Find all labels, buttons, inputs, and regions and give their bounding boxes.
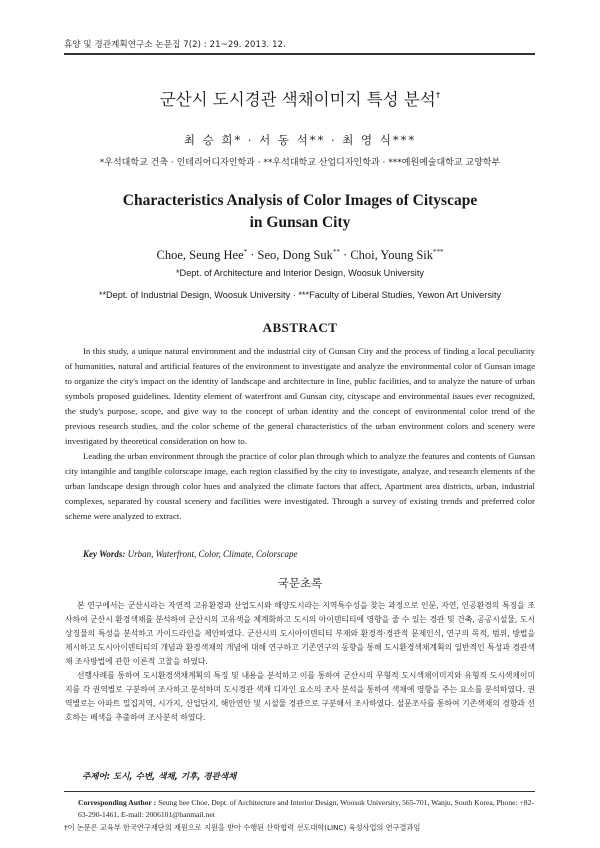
korean-authors: 최 승 희* · 서 동 석** · 최 영 식*** xyxy=(183,133,417,147)
keywords-line xyxy=(83,549,298,559)
korean-affiliations: *우석대학교 건축 · 인테리어디자인학과 · **우석대학교 산업디자인학과 · ***예원예술대학교 교양학부 xyxy=(99,158,501,168)
abstract-body xyxy=(65,344,535,524)
author-3-mark: *** xyxy=(433,248,444,256)
author-1: Choe, Seung Hee xyxy=(156,248,244,262)
corresponding-label: Corresponding Author : xyxy=(78,798,157,807)
korean-title-text: 군산시 도시경관 색채이미지 특성 분석 xyxy=(159,90,436,109)
keywords-label: Key Words: xyxy=(83,549,126,559)
abstract-paragraph: Leading the urban environment through the practice of color plan through which to analyze the features and contents of Gunsan city intangible and tangible colorscape image, each region classified by the city to investigate, analyze, and research elements of the urban landscape design through color hues and analyzed the climate factors that affect, Apartment area districts, urban, industrial complexes, separated by coustal scenery and facilities were investigated. Through a survey of existing trends and preferred color scheme were analyzed to extract. xyxy=(65,451,535,521)
abstract-heading: ABSTRACT xyxy=(262,320,338,335)
english-title-line-1: Characteristics Analysis of Color Images of Cityscape xyxy=(122,192,478,209)
author-2: · Seo, Dong Suk xyxy=(247,248,333,262)
corresponding-author xyxy=(78,797,534,821)
running-head: 휴양 및 경관계획연구소 논문집 7(2) : 21~29. 2013. 12. xyxy=(64,40,286,50)
english-title-line-2: in Gunsan City xyxy=(249,214,351,231)
title-footnote-mark: † xyxy=(435,91,441,101)
funding-footnote: †이 논문은 교육부 한국연구재단의 재원으로 지원을 받아 수행된 산학협력 선도대학(LINC) 육성사업의 연구결과임 xyxy=(64,823,421,832)
english-affiliation-1: *Dept. of Architecture and Interior Design, Woosuk University xyxy=(175,268,424,278)
abstract-paragraph: In this study, a unique natural environment and the industrial city of Gunsan City and the process of finding a local peculiarity of humanities, natural and artificial features of the environment to investigate and analyze the environmental color of Gunsan image to organize the city's impact on the identity of landscape and architecture in line, public facilities, and to analyze the nature of urban symbols proposed guidelines. Identity element of waterfront and Gunsan city, cityscape and environmental issues ever recognized, the study's purpose, scope, and give way to the concept of urban identity and the concept of environmental color trend of the previous research studies, and the color scheme of the general characteristics of the urban environment colors and scenery were investigated by theoretical consideration on how to. xyxy=(65,346,535,446)
author-3: · Choi, Young Sik xyxy=(339,248,433,262)
header-rule xyxy=(64,53,535,55)
korean-title xyxy=(0,86,600,110)
english-title xyxy=(0,190,600,234)
korean-abstract-paragraph: 선행사례를 통하여 도시환경색채계획의 특징 및 내용을 분석하고 이를 통하여 군산시의 무형적 도시색채이미지와 유형적 도시색채이미지를 각 권역별로 구분하여 조사하고 분석하며 도시경관 색채 디자인 요소의 조사 분석을 통하여 색채에 영향을 주는 요소를 분석하였다. 권역별로는 아파트 밀집지역, 시가지, 산업단지, 해안연안 및 시설물 경관으로 구분해서 조사하였다. 설문조사를 통하여 기존색채의 경향과 선호하는 배색을 추출하여 조사분석 하였다. xyxy=(65,671,535,722)
author-1-mark: * xyxy=(243,248,248,256)
keywords-values: Urban, Waterfront, Color, Climate, Colorscape xyxy=(127,549,298,559)
english-authors xyxy=(0,248,600,263)
corresponding-text: Seung hee Choe, Dept. of Architecture and Interior Design, Woosuk University, 565-701, Wanju, South Korea, Phone: +82-63-290-1461, E-mail: 2006101@hanmail.net xyxy=(78,798,534,819)
english-affiliation-2: **Dept. of Industrial Design, Woosuk University · ***Faculty of Liberal Studies, Yewon Art University xyxy=(98,290,502,300)
footnote-rule xyxy=(64,791,535,792)
korean-keywords: 주제어: 도시, 수변, 색채, 기후, 경관색채 xyxy=(82,772,237,782)
korean-abstract-heading: 국문초록 xyxy=(277,576,323,590)
korean-abstract-paragraph: 본 연구에서는 군산시라는 자연적 고유환경과 산업도시와 해양도시라는 지역특수성을 찾는 과정으로 인문, 자연, 인공환경의 특징을 조사하여 군산시 환경색채를 분석하여 군산시의 고유색을 체계화하고 도시의 아이덴티티에 영향을 줄 수 있는 경관 및 건축, 공공시설물, 도시상징물의 특성을 분석하고 가이드라인을 제안하였다. 군산시의 도시아이덴티티 부재와 환경적·경관적 문제인식, 연구의 목적, 범위, 방법을 제시하고 도시아이덴티티의 개념과 환경색채의 개념에 대해 연구하고 기존연구의 동향을 통해 도시환경색채계획의 일반적인 특성과 경관색채 조사방법에 관한 이론적 고찰을 하였다. xyxy=(65,601,535,666)
korean-abstract-body xyxy=(65,599,535,725)
author-2-mark: ** xyxy=(332,248,340,256)
